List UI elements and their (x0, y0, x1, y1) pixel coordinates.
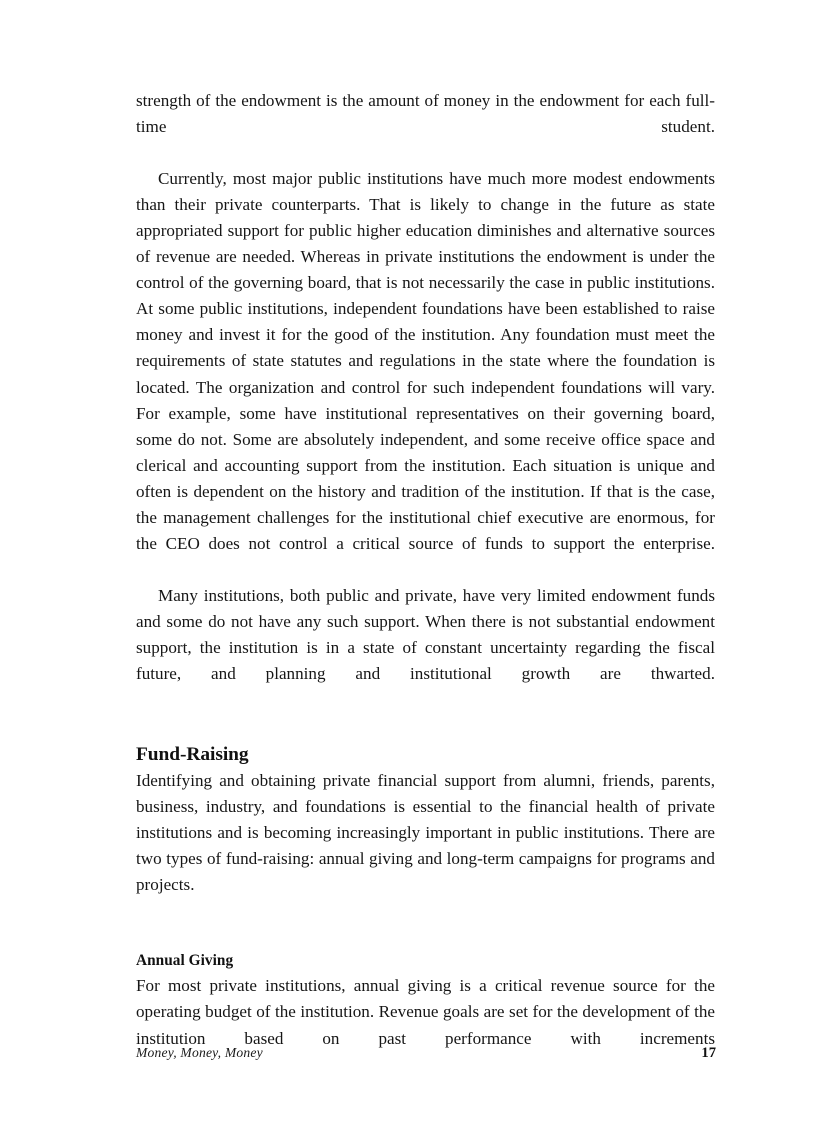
paragraph-continuation: strength of the endowment is the amount of money in the endowment for each full-time student. (136, 91, 715, 137)
page-text-block (136, 88, 715, 1078)
paragraph-endowments-public-institutions: Currently, most major public institutions have much more modest endowments than their private counterparts. That is likely to change in the future as state appropriated support for public higher education diminishes and alternative sources of revenue are needed. Whereas in private institutions the endowment is under the control of the governing board, that is not necessarily the case in public institutions. At some public institutions, independent foundations have been established to raise money and invest it for the good of the institution. Any foundation must meet the requirements of state statutes and regulations in the state where the foundation is located. The organization and control for such independent foundations will vary. For example, some have institutional representatives on their governing board, some do not. Some are absolutely independent, and some receive office space and clerical and accounting support from the institution. Each situation is unique and often is dependent on the history and tradition of the institution. If that is the case, the management challenges for the institutional chief executive are enormous, for the CEO does not control a critical source of funds to support the enterprise. (136, 169, 715, 553)
section-heading-fund-raising: Fund-Raising (136, 744, 249, 766)
subheading-spacer (136, 924, 715, 949)
page-number: 17 (701, 1045, 716, 1061)
paragraph-fund-raising-intro: Identifying and obtaining private financial support from alumni, friends, parents, business, industry, and foundations is essential to the financial health of private institutions and is becoming increasingly important in public institutions. There are two types of fund-raising: annual giving and long-term campaigns for programs and projects. (136, 771, 715, 895)
sub-heading-annual-giving: Annual Giving (136, 952, 234, 970)
page-footer (136, 1045, 716, 1062)
paragraph-limited-endowment-funds: Many institutions, both public and private, have very limited endowment funds and some do not have any such support. When there is not substantial endowment support, the institution is in a state of constant uncertainty regarding the fiscal future, and planning and institutional growth are thwarted. (136, 585, 715, 684)
running-head: Money, Money, Money (136, 1045, 263, 1060)
paragraph-annual-giving: For most private institutions, annual giving is a critical revenue source for the operating budget of the institution. Revenue goals are set for the development of the institution based on past performance with increments (136, 976, 715, 1048)
heading-spacer (136, 713, 715, 742)
